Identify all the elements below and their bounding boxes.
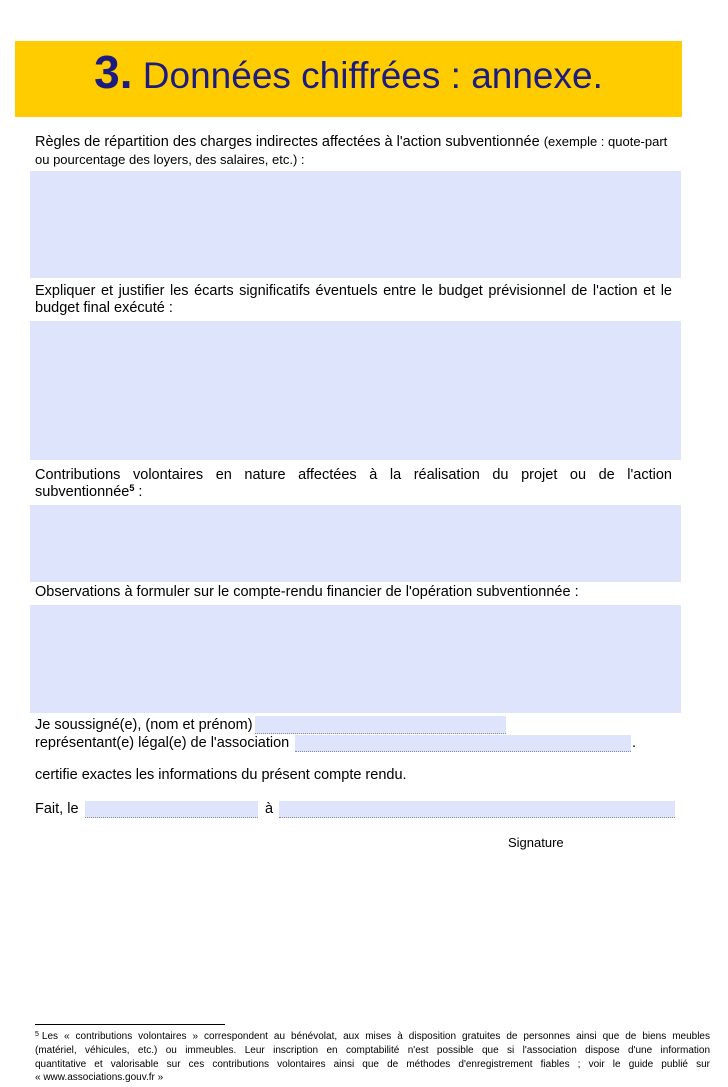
signature-label: Signature [508, 835, 564, 850]
footnote-separator [35, 1024, 225, 1025]
signer-name-input[interactable] [255, 716, 506, 734]
budget-gaps-field[interactable] [30, 321, 681, 460]
footnote-reference[interactable]: 5 [129, 483, 135, 493]
in-kind-contributions-label-line-1: Contributions volontaires en nature affectées à la réalisation du projet ou de l'action [35, 467, 672, 483]
budget-gaps-label-line-1: Expliquer et justifier les écarts significatifs éventuels entre le budget prévisionnel de l'action et le [35, 283, 672, 299]
budget-gaps-label-line-2: budget final exécuté : [35, 300, 173, 316]
section-number: 3. [94, 46, 133, 98]
in-kind-contributions-label-colon: : [134, 484, 143, 500]
date-label: Fait, le [35, 801, 79, 817]
in-kind-contributions-field[interactable] [30, 505, 681, 582]
footnote-text-1: Les « contributions volontaires » correspondent au bénévolat, aux mises à disposition gratuites de personnes ainsi que de biens meubles [41, 1031, 710, 1042]
indirect-costs-label-text: Règles de répartition des charges indirectes affectées à l'action subventionnée [35, 134, 540, 150]
footnote-line-2: (matériel, véhicules, etc.) ou immeubles. Leur inscription en comptabilité n'est possible que si l'association dispose d'une information [35, 1045, 710, 1057]
footnote-line-3: quantitative et valorisable sur ces contributions volontaires ainsi que de méthodes d'enregistrement fiables ; voir le guide publié sur [35, 1058, 710, 1070]
observations-label: Observations à formuler sur le compte-rendu financier de l'opération subventionnée : [35, 584, 579, 600]
certification-text: certifie exactes les informations du présent compte rendu. [35, 767, 407, 783]
indirect-costs-label-line-2: ou pourcentage des loyers, des salaires, etc.) : [35, 152, 305, 167]
place-label: à [265, 801, 274, 817]
in-kind-contributions-label-line-2 [35, 484, 672, 502]
section-title: Données chiffrées : annexe. [142, 55, 603, 96]
association-line-period: . [632, 735, 637, 751]
indirect-costs-label-line-1 [35, 133, 672, 151]
association-name-input[interactable] [295, 735, 631, 752]
footnote [35, 1030, 710, 1084]
footnote-line-1 [35, 1030, 710, 1044]
observations-field[interactable] [30, 605, 681, 713]
in-kind-contributions-label [35, 467, 672, 502]
indirect-costs-field[interactable] [30, 171, 681, 278]
indirect-costs-example-text: (exemple : quote-part [543, 134, 668, 149]
in-kind-contributions-label-word: subventionnée [35, 484, 130, 500]
indirect-costs-label [35, 133, 672, 168]
place-input[interactable] [279, 801, 675, 818]
budget-gaps-label [35, 283, 672, 317]
association-representative-label: représentant(e) légal(e) de l'association [35, 735, 290, 751]
date-input[interactable] [85, 801, 258, 818]
signer-name-label: Je soussigné(e), (nom et prénom) [35, 717, 253, 733]
footnote-number: 5 [35, 1031, 39, 1038]
footnote-link-text[interactable]: « www.associations.gouv.fr » [35, 1071, 164, 1083]
section-title-banner [15, 41, 682, 117]
